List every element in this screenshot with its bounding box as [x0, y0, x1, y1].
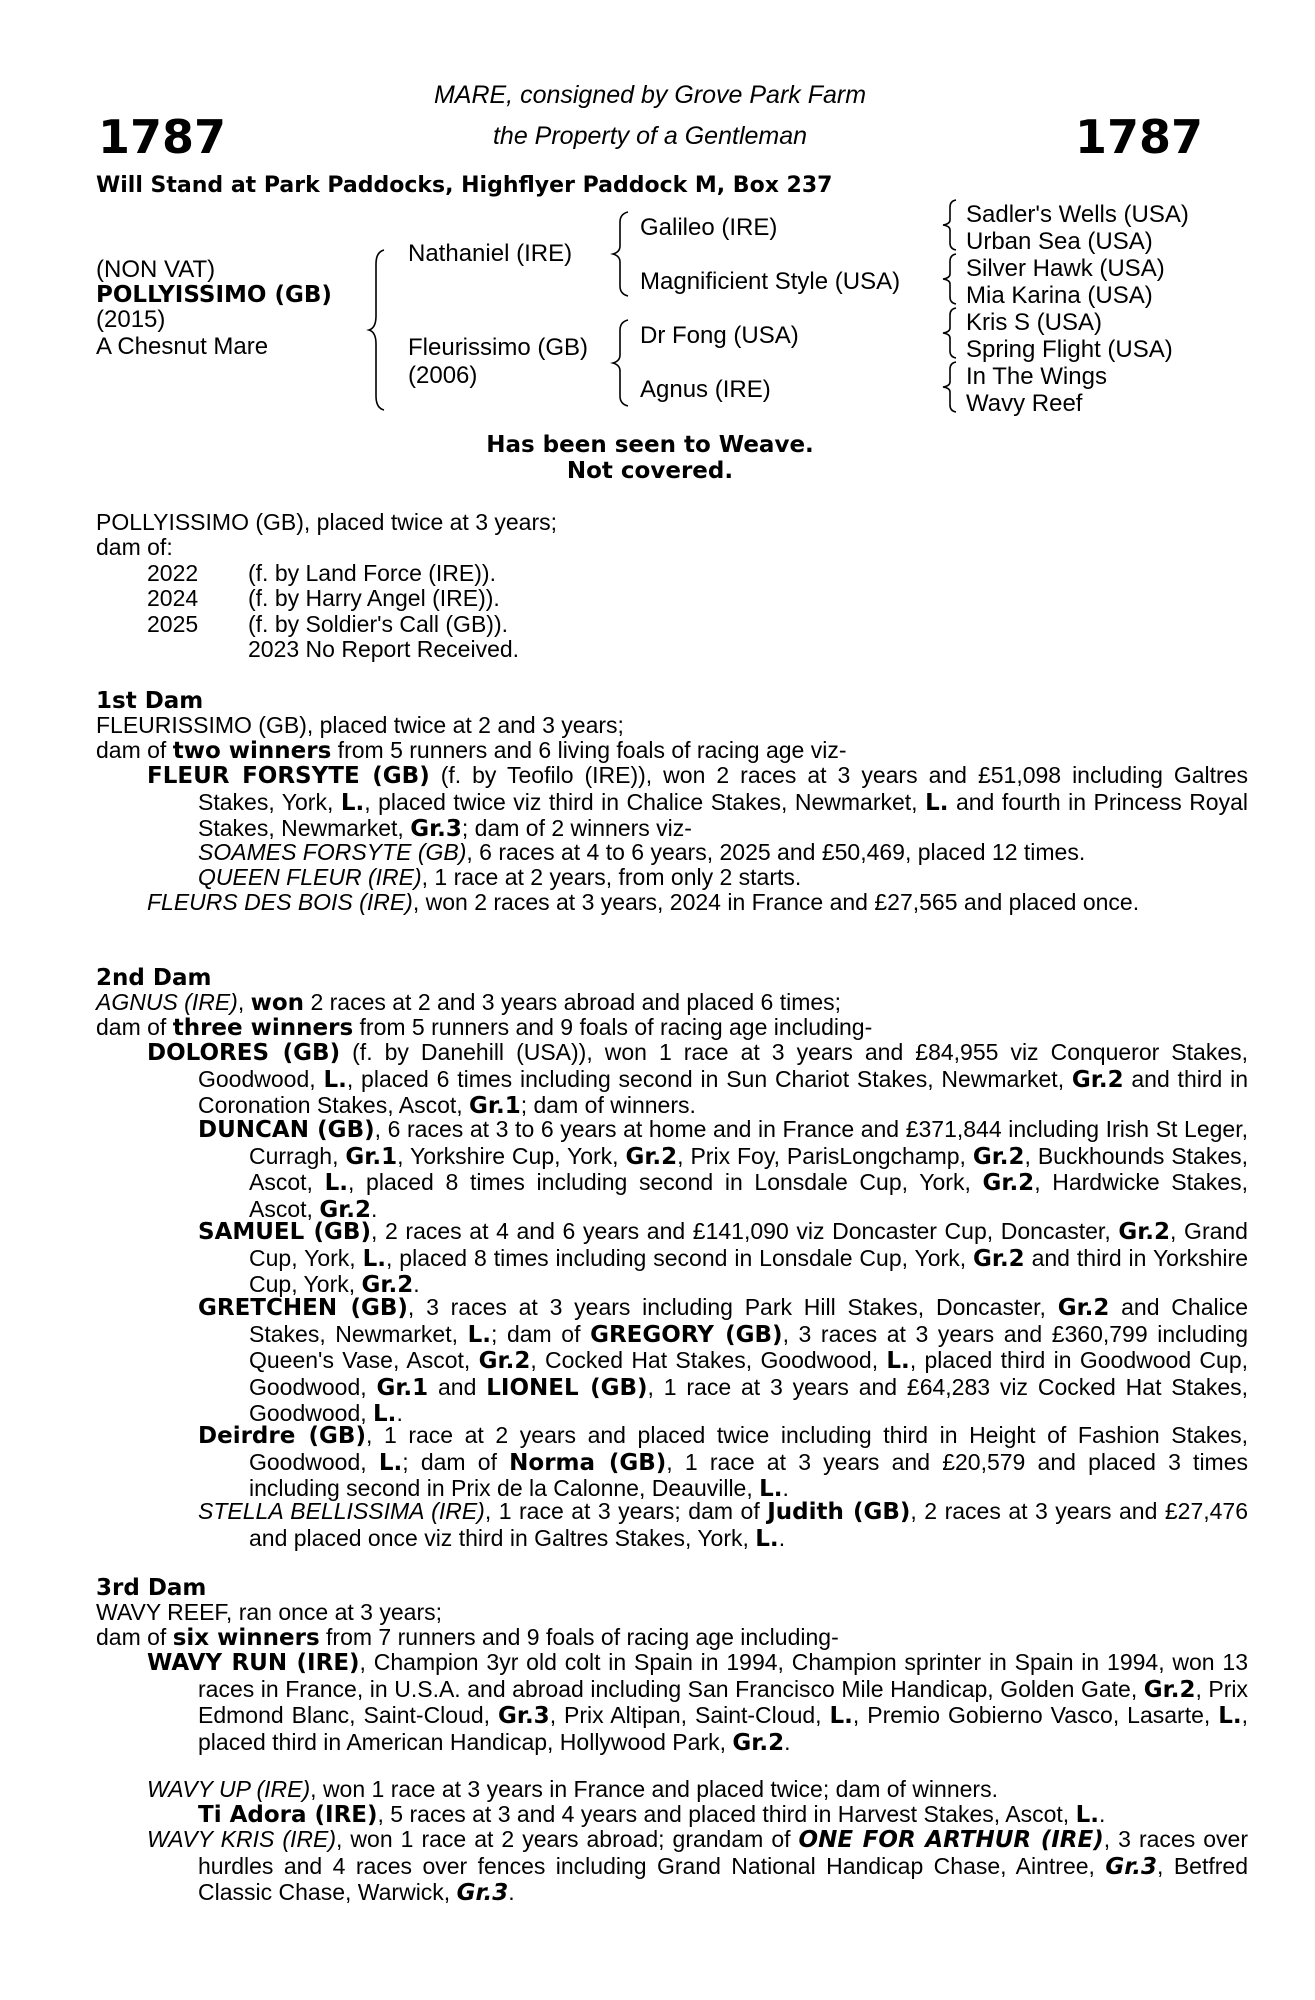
sire: Nathaniel (IRE)	[408, 240, 573, 267]
entry-ti-adora: Ti Adora (IRE), 5 races at 3 and 4 years and placed third in Harvest Stakes, Ascot, L..	[198, 1801, 1106, 1828]
note-covered: Not covered.	[566, 458, 734, 484]
note-weave: Has been seen to Weave.	[486, 432, 814, 458]
entry-gretchen: GRETCHEN (GB), 3 races at 3 years including Park Hill Stakes, Doncaster, Gr.2 and Chalice Stakes, Newmarket, L.; dam of GREGORY (GB), 3 races at 3 years and £360,799 including Queen's Vase, Ascot, Gr.2, Cocked Hat Stakes, Goodwood, L., placed third in Goodwood Cup, Goodwood, Gr.1 and LIONEL (GB), 1 race at 3 years and £64,283 viz Cocked Hat Stakes, Goodwood, L..	[198, 1294, 1249, 1427]
ddd: Wavy Reef	[966, 390, 1083, 417]
entry-dolores: DOLORES (GB) (f. by Danehill (USA)), won 1 race at 3 years and £84,955 viz Conqueror Stakes, Goodwood, L., placed 6 times including second in Sun Chariot Stakes, Newmarket, Gr.2 and third in Coronation Stakes, Ascot, Gr.1; dam of winners.	[147, 1039, 1248, 1119]
produce-year: 2024	[147, 585, 199, 611]
produce-no-report: 2023 No Report Received.	[248, 636, 520, 662]
third-dam-summary: dam of six winners from 7 runners and 9 foals of racing age including-	[96, 1624, 839, 1651]
sire-sire: Galileo (IRE)	[640, 214, 778, 241]
third-dam-heading: 3rd Dam	[96, 1575, 207, 1601]
dam-sire: Dr Fong (USA)	[640, 322, 799, 349]
first-dam-heading: 1st Dam	[96, 688, 204, 714]
brace-dd	[942, 362, 958, 412]
foaling-year: (2015)	[96, 306, 166, 333]
entry-fleurs-des-bois: FLEURS DES BOIS (IRE), won 2 races at 3 years, 2024 in France and £27,565 and placed once.	[147, 889, 1140, 915]
brace-ss	[942, 200, 958, 250]
produce-entry: (f. by Soldier's Call (GB)).	[248, 611, 508, 637]
brace-dam	[612, 320, 632, 406]
entry-wavy-run: WAVY RUN (IRE), Champion 3yr old colt in Spain in 1994, Champion sprinter in Spain in 1994, won 13 races in France, in U.S.A. and abroad including San Francisco Mile Handicap, Golden Gate, Gr.2, Prix Edmond Blanc, Saint-Cloud, Gr.3, Prix Altipan, Saint-Cloud, L., Premio Gobierno Vasco, Lasarte, L., placed third in American Handicap, Hollywood Park, Gr.2.	[147, 1649, 1249, 1756]
sdd: Mia Karina (USA)	[966, 282, 1153, 309]
produce-year: 2022	[147, 560, 199, 586]
header-property: the Property of a Gentleman	[492, 122, 808, 150]
second-dam-heading: 2nd Dam	[96, 965, 212, 991]
dss: Kris S (USA)	[966, 309, 1103, 336]
sss: Sadler's Wells (USA)	[966, 201, 1189, 228]
lot-number-right: 1787	[1074, 110, 1203, 164]
dds: In The Wings	[966, 363, 1107, 390]
entry-samuel: SAMUEL (GB), 2 races at 4 and 6 years and £141,090 viz Doncaster Cup, Doncaster, Gr.2, Grand Cup, York, L., placed 8 times including second in Lonsdale Cup, York, Gr.2 and third in Yorkshire Cup, York, Gr.2.	[198, 1218, 1248, 1298]
header-consignor: MARE, consigned by Grove Park Farm	[433, 81, 867, 109]
produce-entry: (f. by Harry Angel (IRE)).	[248, 585, 500, 611]
lot-number-left: 1787	[98, 110, 227, 164]
third-dam-line: WAVY REEF, ran once at 3 years;	[96, 1599, 442, 1625]
ssd: Urban Sea (USA)	[966, 228, 1153, 255]
entry-fleur-forsyte: FLEUR FORSYTE (GB) (f. by Teofilo (IRE)), won 2 races at 3 years and £51,098 including Galtres Stakes, York, L., placed twice viz third in Chalice Stakes, Newmarket, L. and fourth in Princess Royal Stakes, Newmarket, Gr.3; dam of 2 winners viz-	[147, 762, 1248, 842]
sds: Silver Hawk (USA)	[966, 255, 1165, 282]
dam: Fleurissimo (GB)	[408, 334, 589, 361]
produce-dam-of: dam of:	[96, 534, 173, 560]
sire-dam: Magnificient Style (USA)	[640, 268, 901, 295]
entry-soames-forsyte: SOAMES FORSYTE (GB), 6 races at 4 to 6 years, 2025 and £50,469, placed 12 times.	[198, 839, 1086, 865]
entry-wavy-kris: WAVY KRIS (IRE), won 1 race at 2 years abroad; grandam of ONE FOR ARTHUR (IRE), 3 races over hurdles and 4 races over fences including Grand National Handicap Chase, Aintree, Gr.3, Betfred Classic Chase, Warwick, Gr.3.	[147, 1826, 1248, 1906]
brace-sd	[942, 254, 958, 304]
produce-entry: (f. by Land Force (IRE)).	[248, 560, 496, 586]
second-dam-summary: dam of three winners from 5 runners and 9 foals of racing age including-	[96, 1014, 873, 1041]
dsd: Spring Flight (USA)	[966, 336, 1173, 363]
horse-description: A Chesnut Mare	[96, 333, 269, 360]
first-dam-line: FLEURISSIMO (GB), placed twice at 2 and 3 years;	[96, 712, 624, 738]
dam-dam: Agnus (IRE)	[640, 376, 771, 403]
produce-year: 2025	[147, 611, 199, 637]
brace-sire	[612, 212, 632, 296]
stand-location: Will Stand at Park Paddocks, Highflyer Paddock M, Box 237	[96, 173, 833, 198]
second-dam-line: AGNUS (IRE), won 2 races at 2 and 3 years abroad and placed 6 times;	[96, 989, 842, 1016]
produce-intro: POLLYISSIMO (GB), placed twice at 3 years;	[96, 509, 558, 535]
vat-status: (NON VAT)	[96, 256, 216, 283]
entry-queen-fleur: QUEEN FLEUR (IRE), 1 race at 2 years, from only 2 starts.	[198, 864, 802, 890]
entry-stella-bellissima: STELLA BELLISSIMA (IRE), 1 race at 3 years; dam of Judith (GB), 2 races at 3 years and £27,476 and placed once viz third in Galtres Stakes, York, L..	[198, 1498, 1249, 1552]
entry-wavy-up: WAVY UP (IRE), won 1 race at 3 years in France and placed twice; dam of winners.	[147, 1776, 998, 1802]
dam-year: (2006)	[408, 362, 478, 389]
brace-ds	[942, 308, 958, 358]
entry-deirdre: Deirdre (GB), 1 race at 2 years and placed twice including third in Height of Fashion Stakes, Goodwood, L.; dam of Norma (GB), 1 race at 3 years and £20,579 and placed 3 times including second in Prix de la Calonne, Deauville, L..	[198, 1422, 1249, 1502]
entry-duncan: DUNCAN (GB), 6 races at 3 to 6 years at home and in France and £371,844 including Irish St Leger, Curragh, Gr.1, Yorkshire Cup, York, Gr.2, Prix Foy, ParisLongchamp, Gr.2, Buckhounds Stakes, Ascot, L., placed 8 times including second in Lonsdale Cup, York, Gr.2, Hardwicke Stakes, Ascot, Gr.2.	[198, 1116, 1249, 1223]
horse-name: POLLYISSIMO (GB)	[96, 282, 332, 308]
first-dam-summary: dam of two winners from 5 runners and 6 living foals of racing age viz-	[96, 737, 847, 764]
brace-main	[368, 250, 388, 410]
